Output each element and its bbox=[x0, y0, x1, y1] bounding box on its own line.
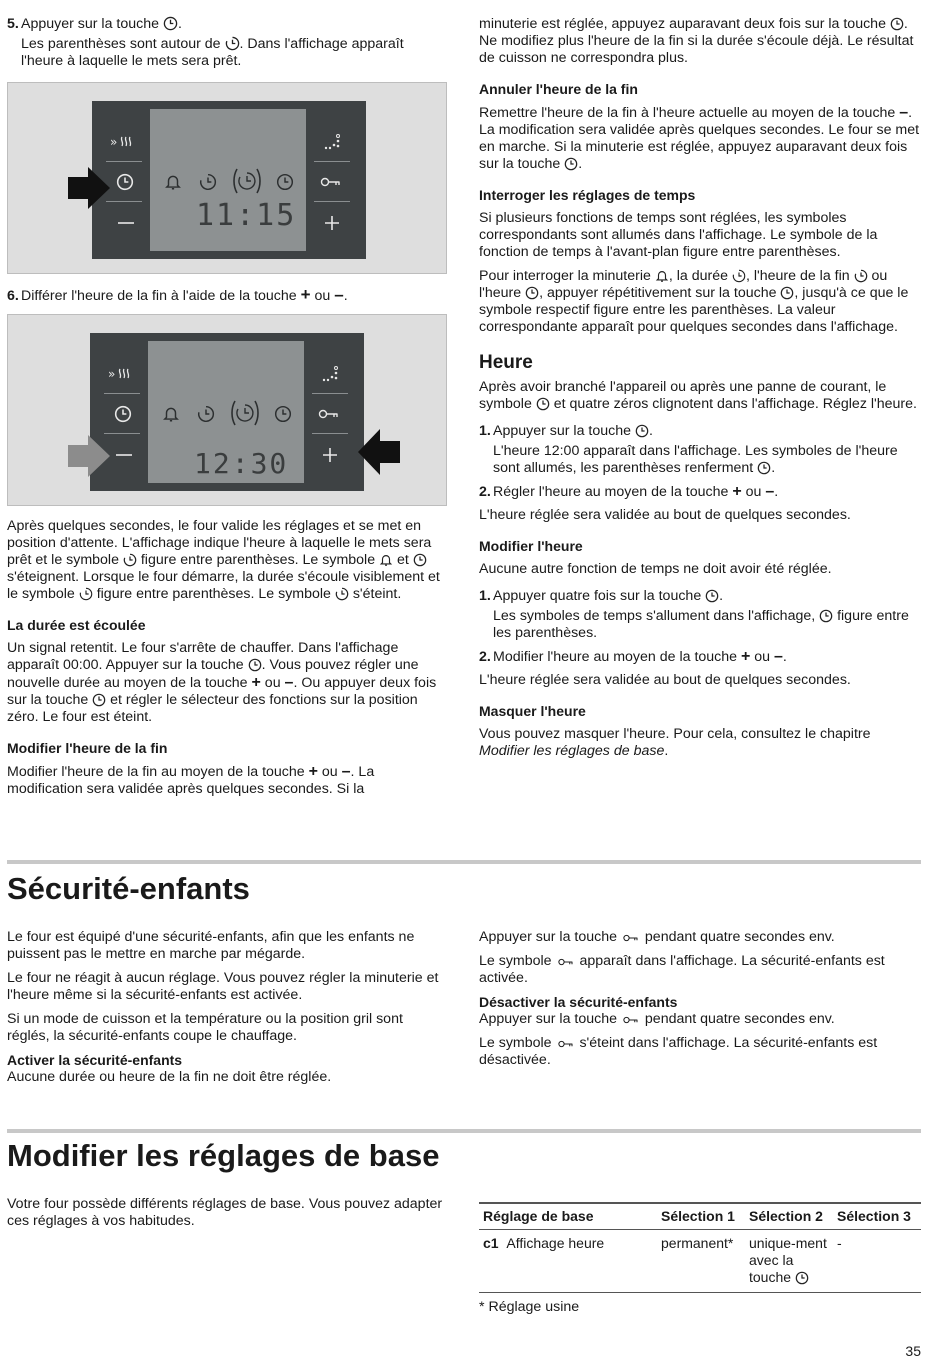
text: minuterie est réglée, appuyez auparavant deux fois sur la touche bbox=[479, 16, 890, 32]
table-header: Réglage de base bbox=[479, 1203, 657, 1230]
text: , appuyer répétitivement sur la touche bbox=[539, 285, 781, 301]
table-header: Sélection 1 bbox=[657, 1203, 745, 1230]
text: pendant quatre secondes env. bbox=[640, 1011, 835, 1027]
clock-icon bbox=[525, 286, 539, 300]
text: . bbox=[578, 156, 583, 172]
section-divider bbox=[7, 1129, 921, 1133]
para-continued bbox=[479, 16, 921, 67]
step-text: Appuyer sur la touche bbox=[493, 423, 635, 439]
clock-icon bbox=[413, 553, 427, 567]
key-lock-icon bbox=[556, 956, 576, 968]
timer-bell-icon bbox=[655, 269, 669, 283]
text: et quatre zéros clignotent dans l'affichage. Réglez l'heure. bbox=[549, 396, 917, 412]
step-number: 5. bbox=[7, 16, 19, 32]
text: Vous pouvez masquer l'heure. Pour cela, consultez le chapitre bbox=[479, 726, 871, 742]
section-divider bbox=[7, 860, 921, 864]
minus-icon bbox=[116, 217, 136, 229]
end-time-icon bbox=[335, 587, 349, 601]
text: figure entre parenthèses. Le symbole bbox=[136, 552, 380, 568]
para-securite-1: Le four est équipé d'une sécurité-enfants, afin que les enfants ne puissent pas le mettre en marche par mégarde. bbox=[7, 929, 415, 962]
text: Après avoir branché l'appareil ou après une panne de courant, le symbole bbox=[479, 379, 887, 412]
plus-symbol: + bbox=[308, 763, 318, 780]
text: Remettre l'heure de la fin à l'heure actuelle au moyen de la touche bbox=[479, 105, 900, 121]
step-text: Appuyer quatre fois sur la touche bbox=[493, 588, 706, 604]
step-text-end: . bbox=[774, 484, 779, 500]
duration-icon bbox=[199, 173, 217, 191]
step-text: Régler l'heure au moyen de la touche bbox=[493, 484, 733, 500]
end-time-icon-bracketed bbox=[232, 167, 262, 195]
arrow-pointer-icon bbox=[66, 165, 112, 211]
step-sub-text: L'heure 12:00 apparaît dans l'affichage. Les symboles de l'heure sont allumés, les parenthèses renferment bbox=[493, 443, 898, 476]
securite-right bbox=[479, 929, 921, 1076]
text: s'éteint dans l'affichage. La sécurité-enfants est désactivée. bbox=[479, 1035, 878, 1068]
step-number: 1. bbox=[479, 423, 491, 439]
text: Appuyer sur la touche bbox=[479, 1011, 621, 1027]
plus-icon bbox=[320, 445, 340, 465]
step-number: 6. bbox=[7, 288, 19, 304]
table-row bbox=[479, 1230, 921, 1293]
para-securite-3: Si un mode de cuisson et la température ou la position gril sont réglés, la sécurité-enfants coupe le chauffage. bbox=[7, 1011, 403, 1044]
table-header: Sélection 2 bbox=[745, 1203, 833, 1230]
text: Le symbole bbox=[479, 1035, 556, 1051]
section-title-reglages: Modifier les réglages de base bbox=[7, 1138, 440, 1173]
minus-symbol: – bbox=[284, 674, 294, 691]
oven-display-figure-1 bbox=[7, 82, 447, 274]
key-lock-icon bbox=[318, 406, 340, 422]
text: unique-ment avec la touche bbox=[749, 1235, 827, 1285]
text: , l'heure de la fin bbox=[745, 268, 854, 284]
control-panel bbox=[92, 101, 366, 259]
reglages-right bbox=[479, 1202, 921, 1323]
text: figure entre parenthèses. Le symbole bbox=[92, 586, 335, 602]
step-text-or: ou bbox=[310, 288, 335, 304]
clock-icon bbox=[635, 424, 649, 438]
table-footnote: * Réglage usine bbox=[479, 1299, 580, 1315]
step-number: 1. bbox=[479, 588, 491, 604]
key-lock-icon bbox=[556, 1038, 576, 1050]
text: ou l'heure bbox=[479, 268, 888, 301]
para-modifier-heure-intro: Aucune autre fonction de temps ne doit avoir été réglée. bbox=[479, 561, 832, 577]
table-cell-sel2 bbox=[745, 1230, 833, 1293]
para-securite-r2 bbox=[479, 953, 921, 987]
page-number: 35 bbox=[905, 1343, 921, 1359]
text: Le symbole bbox=[479, 953, 556, 969]
clock-icon bbox=[757, 461, 771, 475]
para-annuler-fin bbox=[479, 104, 921, 173]
heure-step-2 bbox=[479, 483, 921, 501]
heading-annuler-fin: Annuler l'heure de la fin bbox=[479, 81, 638, 97]
svg-text:»: » bbox=[110, 135, 118, 149]
para-modif-valid: L'heure réglée sera validée au bout de quelques secondes. bbox=[479, 672, 851, 688]
timer-bell-icon bbox=[379, 553, 393, 567]
text: ou bbox=[317, 764, 342, 780]
text: ou bbox=[260, 675, 285, 691]
end-time-icon bbox=[854, 269, 868, 283]
setting-code: c1 bbox=[483, 1235, 499, 1251]
setting-label: Affichage heure bbox=[506, 1235, 605, 1251]
minus-symbol: – bbox=[341, 763, 351, 780]
heading-masquer-heure: Masquer l'heure bbox=[479, 703, 586, 719]
minus-symbol: – bbox=[334, 285, 344, 304]
minus-symbol: – bbox=[899, 104, 909, 121]
text: Modifier l'heure de la fin au moyen de la touche bbox=[7, 764, 309, 780]
oven-display-figure-2 bbox=[7, 314, 447, 506]
rapid-heat-icon bbox=[108, 365, 136, 383]
left-column-lower bbox=[7, 518, 449, 805]
arrow-pointer-left-icon bbox=[66, 433, 112, 479]
heading-heure: Heure bbox=[479, 352, 533, 373]
minus-symbol: – bbox=[765, 483, 775, 500]
step-sub-text-2: figure entre les parenthèses. bbox=[493, 608, 909, 641]
end-time-icon-bracketed bbox=[230, 399, 260, 427]
clock-icon bbox=[92, 693, 106, 707]
step-5: 5. Appuyer sur la touche . Les parenthèses sont autour de . Dans l'affichage apparaît l'heure à laquelle le mets sera prêt. bbox=[7, 16, 404, 69]
clock-icon bbox=[819, 609, 833, 623]
key-lock-icon bbox=[320, 174, 342, 190]
step-text-end: . bbox=[782, 649, 787, 665]
text: . Vous pouvez régler une nouvelle durée au moyen de la touche bbox=[7, 657, 419, 691]
key-lock-icon bbox=[621, 1014, 641, 1026]
para-heure-valid: L'heure réglée sera validée au bout de quelques secondes. bbox=[479, 507, 851, 523]
step-number: 2. bbox=[479, 649, 491, 665]
minus-icon bbox=[114, 449, 134, 461]
step-6-block bbox=[7, 286, 449, 311]
heading-duree-ecoulee: La durée est écoulée bbox=[7, 617, 146, 633]
base-settings-table bbox=[479, 1202, 921, 1293]
text: Après quelques secondes, le four valide les réglages et se met en position d'attente. L'affichage indique l'heure à laquelle le mets sera prêt et le symbole bbox=[7, 518, 432, 568]
text: . La modification sera validée après quelques secondes. Le four se met en marche. Si la minuterie est réglée, appuyez auparavant deux fois sur la touche bbox=[479, 105, 920, 172]
section-title-securite: Sécurité-enfants bbox=[7, 871, 250, 906]
para-duree-ecoulee bbox=[7, 640, 449, 726]
step-sub-text: Les parenthèses sont autour de bbox=[21, 36, 225, 52]
para-heure-intro bbox=[479, 379, 921, 413]
plus-symbol: + bbox=[732, 483, 742, 500]
text: , jusqu'à ce que le symbole respectif figure entre les parenthèses. La valeur correspondante apparaît pour quelques secondes dans l'affichage. bbox=[479, 285, 909, 335]
heading-activer: Activer la sécurité-enfants bbox=[7, 1052, 183, 1068]
step-text: Modifier l'heure au moyen de la touche bbox=[493, 649, 741, 665]
text: . La modification sera validée après quelques secondes. Si la bbox=[7, 764, 375, 797]
text: pendant quatre secondes env. bbox=[640, 929, 835, 945]
timer-bell-icon bbox=[164, 173, 182, 191]
clock-icon bbox=[705, 589, 719, 603]
modif-step-2 bbox=[479, 648, 921, 666]
step-text: Appuyer sur la touche bbox=[21, 16, 163, 32]
securite-left bbox=[7, 929, 449, 1093]
table-cell-setting bbox=[479, 1230, 657, 1293]
timer-bell-icon bbox=[162, 405, 180, 423]
clock-icon bbox=[564, 157, 578, 171]
clock-icon bbox=[248, 658, 262, 672]
arrow-pointer-right-icon bbox=[356, 427, 402, 477]
text: et bbox=[393, 552, 413, 568]
step-text-or: ou bbox=[741, 484, 766, 500]
control-panel bbox=[90, 333, 364, 491]
text: Appuyer sur la touche bbox=[479, 929, 621, 945]
para-securite-r3 bbox=[479, 1011, 921, 1028]
duration-icon bbox=[79, 587, 93, 601]
text: s'éteignent. Lorsque le four démarre, la durée s'écoule visiblement et le symbole bbox=[7, 569, 440, 602]
rapid-heat-icon bbox=[110, 133, 138, 151]
heading-modifier-fin: Modifier l'heure de la fin bbox=[7, 740, 168, 756]
heading-desactiver: Désactiver la sécurité-enfants bbox=[479, 994, 678, 1010]
para-modifier-fin bbox=[7, 763, 449, 798]
para-masquer-heure bbox=[479, 726, 921, 760]
table-header-row bbox=[479, 1203, 921, 1230]
minus-symbol: – bbox=[774, 648, 783, 665]
step-sub-text: Les symboles de temps s'allument dans l'affichage, bbox=[493, 608, 820, 624]
duration-icon bbox=[732, 269, 746, 283]
clock-icon bbox=[276, 173, 294, 191]
plus-icon bbox=[322, 213, 342, 233]
clock-icon bbox=[795, 1271, 809, 1285]
para-interroger-2 bbox=[479, 268, 921, 336]
para-securite-2: Le four ne réagit à aucun réglage. Vous pouvez régler la minuterie et l'heure même si la sécurité-enfants est activée. bbox=[7, 970, 439, 1003]
plus-symbol: + bbox=[740, 648, 751, 665]
clock-icon bbox=[274, 405, 292, 423]
text: s'éteint. bbox=[348, 586, 402, 602]
table-header: Sélection 3 bbox=[833, 1203, 921, 1230]
para-securite-r1 bbox=[479, 929, 921, 946]
clock-icon bbox=[163, 16, 178, 31]
duration-icon bbox=[197, 405, 215, 423]
clock-icon bbox=[780, 286, 794, 300]
clock-icon bbox=[536, 397, 550, 411]
step-text: Différer l'heure de la fin à l'aide de la touche bbox=[21, 288, 301, 304]
clock-icon bbox=[890, 17, 904, 31]
svg-text:»: » bbox=[108, 367, 116, 381]
heure-step-1: 1. Appuyer sur la touche . L'heure 12:00 apparaît dans l'affichage. Les symboles de l'heure sont allumés, les parenthèses renferment . bbox=[479, 423, 898, 476]
settings-dots-icon bbox=[320, 133, 342, 151]
text: . Ou appuyer deux fois sur la touche bbox=[7, 675, 437, 708]
settings-dots-icon bbox=[318, 365, 340, 383]
modif-step-1: 1. Appuyer quatre fois sur la touche . Les symboles de temps s'allument dans l'affichage, figure entre les parenthèses. bbox=[479, 588, 909, 641]
table-cell-sel3: - bbox=[833, 1230, 921, 1293]
clock-icon bbox=[114, 405, 132, 423]
key-lock-icon bbox=[621, 932, 641, 944]
text: , la durée bbox=[668, 268, 732, 284]
chapter-reference-link[interactable]: Modifier les réglages de base bbox=[479, 743, 665, 759]
step-6 bbox=[7, 286, 449, 305]
step-text-end: . bbox=[343, 288, 348, 304]
step-number: 2. bbox=[479, 484, 491, 500]
plus-symbol: + bbox=[251, 674, 261, 691]
step-sub-text-2: . Dans l'affichage apparaît l'heure à laquelle le mets sera prêt. bbox=[21, 36, 404, 69]
right-column bbox=[479, 16, 921, 767]
step-text-or: ou bbox=[750, 649, 774, 665]
clock-icon bbox=[116, 173, 134, 191]
heading-modifier-heure: Modifier l'heure bbox=[479, 538, 583, 554]
text: . bbox=[664, 743, 669, 759]
para-interroger-1: Si plusieurs fonctions de temps sont réglées, les symboles correspondants sont allumés dans l'affichage. Le symbole de la fonction de temps à l'avant-plan figure entre parenthèses. bbox=[479, 210, 878, 260]
plus-symbol: + bbox=[300, 285, 311, 304]
display-time: 11:15 bbox=[196, 198, 297, 233]
para-activer: Aucune durée ou heure de la fin ne doit être réglée. bbox=[7, 1069, 332, 1085]
table-cell-sel1: permanent* bbox=[657, 1230, 745, 1293]
reglages-left bbox=[7, 1196, 449, 1237]
para-securite-r4 bbox=[479, 1035, 921, 1069]
text: . Ne modifiez plus l'heure de la fin si la durée s'écoule déjà. Le résultat de cuisson ne correspondra plus. bbox=[479, 16, 914, 66]
end-time-icon bbox=[123, 553, 137, 567]
para-reglages-intro: Votre four possède différents réglages de base. Vous pouvez adapter ces réglages à vos habitudes. bbox=[7, 1196, 443, 1229]
heading-interroger: Interroger les réglages de temps bbox=[479, 187, 696, 203]
display-time: 12:30 bbox=[194, 447, 289, 480]
text: Un signal retentit. Le four s'arrête de chauffer. Dans l'affichage apparaît 00:00. Appuyer sur la touche bbox=[7, 640, 399, 673]
text: Pour interroger la minuterie bbox=[479, 268, 655, 284]
end-time-icon bbox=[225, 36, 240, 51]
text: apparaît dans l'affichage. La sécurité-enfants est activée. bbox=[479, 953, 885, 986]
left-column bbox=[7, 16, 449, 76]
para-after-settings bbox=[7, 518, 449, 603]
text: et régler le sélecteur des fonctions sur la position zéro. Le four est éteint. bbox=[7, 692, 418, 725]
